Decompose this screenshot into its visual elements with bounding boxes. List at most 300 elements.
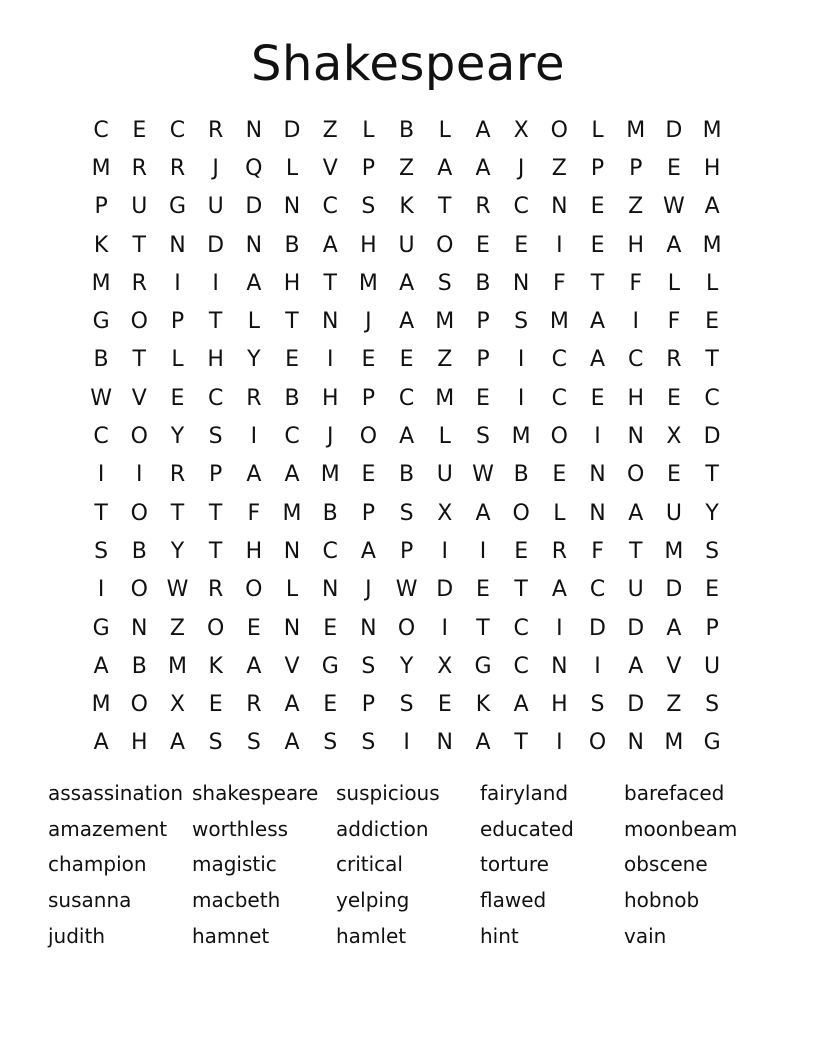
grid-letter: I bbox=[97, 462, 105, 488]
grid-letter: L bbox=[553, 500, 566, 526]
grid-letter: A bbox=[399, 424, 415, 450]
grid-letter: A bbox=[628, 500, 644, 526]
grid-letter: Z bbox=[666, 692, 682, 718]
grid-letter: N bbox=[512, 270, 530, 296]
grid-letter: G bbox=[92, 309, 110, 335]
grid-letter: C bbox=[93, 424, 109, 450]
grid-letter: X bbox=[169, 692, 185, 718]
grid-letter: I bbox=[517, 347, 525, 373]
grid-letter: R bbox=[169, 462, 186, 488]
grid-letter: L bbox=[247, 309, 260, 335]
grid-letter: C bbox=[551, 385, 568, 411]
grid-letter: H bbox=[321, 385, 339, 411]
grid-letter: B bbox=[284, 232, 300, 258]
grid-letter: O bbox=[627, 462, 645, 488]
grid-letter: P bbox=[361, 692, 376, 718]
grid-letter: T bbox=[132, 232, 146, 258]
word-list-item: vain bbox=[624, 923, 667, 948]
grid-letter: C bbox=[93, 117, 109, 143]
grid-letter: U bbox=[436, 462, 453, 488]
grid-letter: Z bbox=[628, 194, 644, 220]
grid-letter: D bbox=[283, 117, 301, 143]
grid-letter: M bbox=[435, 385, 455, 411]
grid-letter: A bbox=[246, 462, 262, 488]
grid-letter: A bbox=[666, 232, 682, 258]
grid-letter: M bbox=[664, 730, 684, 756]
grid-letter: N bbox=[589, 462, 606, 488]
grid-letter: C bbox=[398, 385, 415, 411]
grid-letter: G bbox=[168, 194, 186, 220]
grid-letter: R bbox=[666, 347, 682, 373]
grid-letter: P bbox=[361, 385, 376, 411]
grid-letter: D bbox=[245, 194, 263, 220]
grid-letter: S bbox=[361, 194, 376, 220]
grid-letter: N bbox=[321, 309, 339, 335]
grid-letter: E bbox=[552, 462, 567, 488]
grid-letter: B bbox=[284, 385, 300, 411]
grid-letter: B bbox=[399, 117, 415, 143]
word-list-item: assassination bbox=[48, 781, 183, 805]
grid-letter: C bbox=[207, 385, 224, 411]
grid-letter: M bbox=[91, 270, 111, 296]
grid-letter: O bbox=[550, 424, 568, 450]
grid-letter: M bbox=[91, 155, 111, 181]
grid-letter: B bbox=[131, 538, 147, 564]
grid-letter: H bbox=[245, 538, 263, 564]
grid-letter: X bbox=[666, 424, 682, 450]
grid-letter: D bbox=[589, 615, 606, 641]
grid-letter: H bbox=[360, 232, 377, 258]
word-list-item: educated bbox=[480, 816, 574, 841]
grid-letter: J bbox=[365, 309, 372, 335]
grid-letter: A bbox=[475, 730, 491, 756]
grid-letter: S bbox=[399, 692, 414, 718]
grid-letter: L bbox=[667, 270, 681, 296]
grid-letter: K bbox=[208, 653, 223, 679]
grid-letter: S bbox=[705, 538, 720, 564]
grid-letter: E bbox=[399, 347, 414, 373]
word-list-item: hamlet bbox=[336, 923, 407, 948]
grid-letter: G bbox=[92, 615, 110, 641]
grid-letter: A bbox=[246, 270, 262, 296]
grid-letter: C bbox=[704, 385, 720, 411]
grid-letter: O bbox=[588, 730, 607, 756]
grid-letter: N bbox=[245, 117, 263, 143]
grid-letter: E bbox=[361, 462, 376, 488]
grid-letter: M bbox=[702, 117, 722, 143]
grid-letter: B bbox=[131, 653, 147, 679]
grid-letter: T bbox=[476, 615, 490, 641]
grid-letter: S bbox=[399, 500, 414, 526]
grid-letter: E bbox=[323, 692, 338, 718]
grid-letter: C bbox=[513, 615, 529, 641]
grid-letter: O bbox=[130, 309, 148, 335]
grid-letter: C bbox=[551, 347, 568, 373]
grid-letter: H bbox=[283, 270, 301, 296]
grid-letter: N bbox=[283, 538, 301, 564]
grid-letter: I bbox=[517, 385, 525, 411]
word-list-item: yelping bbox=[336, 888, 410, 913]
word-list-item: hint bbox=[480, 923, 519, 948]
grid-letter: W bbox=[166, 577, 189, 603]
grid-letter: N bbox=[551, 194, 568, 220]
grid-letter: M bbox=[549, 309, 569, 335]
grid-letter: T bbox=[705, 462, 719, 488]
word-list bbox=[48, 776, 768, 954]
grid-letter: L bbox=[171, 347, 184, 373]
grid-letter: A bbox=[513, 692, 529, 718]
grid-letter: A bbox=[284, 692, 300, 718]
grid-letter: G bbox=[703, 730, 721, 756]
grid-letter: S bbox=[437, 270, 452, 296]
grid-letter: H bbox=[131, 730, 148, 756]
grid-letter: T bbox=[514, 577, 528, 603]
grid-letter: Y bbox=[399, 653, 414, 679]
grid-letter: P bbox=[399, 538, 414, 564]
grid-letter: N bbox=[169, 232, 186, 258]
grid-letter: R bbox=[551, 538, 567, 564]
grid-letter: M bbox=[435, 309, 455, 335]
grid-letter: C bbox=[322, 194, 338, 220]
grid-letter: E bbox=[132, 117, 147, 143]
grid-letter: I bbox=[479, 538, 487, 564]
grid-letter: I bbox=[403, 730, 410, 756]
grid-letter: P bbox=[361, 500, 376, 526]
grid-letter: N bbox=[131, 615, 148, 641]
grid-letter: S bbox=[361, 653, 376, 679]
grid-letter: I bbox=[250, 424, 258, 450]
word-list-item: torture bbox=[480, 852, 549, 877]
grid-letter: E bbox=[285, 347, 299, 373]
grid-letter: C bbox=[513, 194, 529, 220]
grid-letter: N bbox=[589, 500, 606, 526]
grid-letter: A bbox=[93, 730, 109, 756]
grid-letter: I bbox=[556, 615, 563, 641]
grid-letter: T bbox=[514, 730, 528, 756]
grid-letter: T bbox=[705, 347, 719, 373]
grid-letter: M bbox=[664, 538, 684, 564]
grid-letter: J bbox=[326, 424, 334, 450]
grid-letter: T bbox=[208, 309, 223, 335]
grid-letter: Q bbox=[245, 155, 263, 181]
grid-letter: Z bbox=[551, 155, 567, 181]
word-list-item: susanna bbox=[48, 888, 132, 913]
grid-letter: M bbox=[91, 692, 111, 718]
grid-letter: A bbox=[551, 577, 567, 603]
word-list-item: flawed bbox=[480, 888, 547, 913]
grid-letter: K bbox=[399, 194, 414, 220]
grid-letter: E bbox=[590, 232, 605, 258]
word-list-item: suspicious bbox=[336, 781, 440, 805]
grid-letter: N bbox=[627, 730, 644, 756]
grid-letter: I bbox=[136, 462, 143, 488]
grid-letter: A bbox=[169, 730, 185, 756]
grid-letter: A bbox=[704, 194, 720, 220]
grid-letter: E bbox=[323, 615, 338, 641]
grid-letter: I bbox=[556, 730, 563, 756]
grid-letter: T bbox=[590, 270, 605, 296]
word-list-item: barefaced bbox=[624, 781, 725, 805]
grid-letter: E bbox=[170, 385, 185, 411]
grid-letter: T bbox=[208, 500, 223, 526]
grid-letter: A bbox=[590, 347, 606, 373]
grid-letter: N bbox=[245, 232, 263, 258]
page-title: Shakespeare bbox=[250, 36, 566, 92]
grid-letter: T bbox=[94, 500, 108, 526]
word-list-item: obscene bbox=[624, 852, 708, 877]
grid-letter: G bbox=[321, 653, 339, 679]
grid-letter: R bbox=[246, 385, 262, 411]
grid-letter: O bbox=[359, 424, 378, 450]
grid-letter: L bbox=[285, 577, 299, 603]
grid-letter: F bbox=[247, 500, 261, 526]
grid-letter: A bbox=[284, 462, 300, 488]
grid-letter: L bbox=[285, 155, 299, 181]
grid-letter: R bbox=[169, 155, 186, 181]
word-list-item: moonbeam bbox=[624, 816, 738, 841]
grid-letter: R bbox=[208, 577, 224, 603]
grid-letter: T bbox=[170, 500, 185, 526]
grid-letter: A bbox=[628, 653, 644, 679]
grid-letter: N bbox=[283, 615, 301, 641]
grid-letter: E bbox=[666, 462, 681, 488]
grid-letter: E bbox=[361, 347, 376, 373]
grid-letter: M bbox=[702, 232, 722, 258]
grid-letter: P bbox=[170, 309, 185, 335]
grid-letter: E bbox=[666, 385, 681, 411]
grid-letter: Z bbox=[322, 117, 338, 143]
grid-letter: U bbox=[398, 232, 415, 258]
grid-letter: U bbox=[207, 194, 224, 220]
grid-letter: T bbox=[285, 309, 299, 335]
grid-letter: T bbox=[323, 270, 337, 296]
word-list-item: hamnet bbox=[192, 923, 270, 948]
grid-letter: V bbox=[322, 155, 338, 181]
grid-letter: X bbox=[437, 653, 453, 679]
grid-letter: O bbox=[512, 500, 530, 526]
grid-letter: H bbox=[703, 155, 721, 181]
grid-letter: C bbox=[284, 424, 300, 450]
grid-letter: J bbox=[212, 155, 219, 181]
grid-letter: M bbox=[167, 653, 187, 679]
grid-letter: C bbox=[628, 347, 644, 373]
grid-letter: D bbox=[665, 577, 683, 603]
grid-letter: O bbox=[130, 500, 148, 526]
grid-letter: K bbox=[93, 232, 109, 258]
grid-letter: P bbox=[361, 155, 376, 181]
grid-letter: P bbox=[476, 309, 490, 335]
grid-letter: S bbox=[475, 424, 490, 450]
grid-letter: N bbox=[321, 577, 339, 603]
grid-letter: A bbox=[93, 653, 109, 679]
grid-letter: Y bbox=[170, 424, 185, 450]
grid-letter: E bbox=[476, 232, 490, 258]
grid-letter: U bbox=[665, 500, 682, 526]
grid-letter: R bbox=[475, 194, 491, 220]
grid-letter: A bbox=[399, 270, 415, 296]
grid-letter: B bbox=[399, 462, 415, 488]
grid-letter: C bbox=[169, 117, 186, 143]
grid-letter: E bbox=[514, 232, 529, 258]
grid-letter: M bbox=[358, 270, 378, 296]
grid-letter: S bbox=[208, 424, 223, 450]
grid-letter: L bbox=[591, 117, 604, 143]
word-list-item: shakespeare bbox=[192, 781, 319, 805]
grid-letter: V bbox=[666, 653, 682, 679]
grid-letter: O bbox=[550, 117, 568, 143]
grid-letter: A bbox=[284, 730, 300, 756]
grid-letter: N bbox=[283, 194, 301, 220]
grid-letter: B bbox=[93, 347, 109, 373]
grid-letter: N bbox=[436, 730, 454, 756]
grid-letter: S bbox=[94, 538, 109, 564]
grid-letter: Y bbox=[247, 347, 261, 373]
word-list-item: fairyland bbox=[480, 781, 569, 805]
grid-letter: F bbox=[629, 270, 643, 296]
grid-letter: E bbox=[246, 615, 261, 641]
grid-letter: D bbox=[627, 692, 645, 718]
grid-letter: M bbox=[626, 117, 646, 143]
grid-letter: P bbox=[94, 194, 108, 220]
grid-letter: I bbox=[594, 424, 601, 450]
grid-letter: I bbox=[441, 538, 449, 564]
grid-letter: S bbox=[590, 692, 605, 718]
grid-letter: C bbox=[513, 653, 529, 679]
grid-letter: A bbox=[475, 500, 491, 526]
grid-letter: Y bbox=[705, 500, 719, 526]
grid-letter: S bbox=[705, 692, 720, 718]
grid-letter: V bbox=[284, 653, 300, 679]
grid-letter: V bbox=[131, 385, 147, 411]
grid-letter: A bbox=[322, 232, 338, 258]
grid-letter: S bbox=[246, 730, 261, 756]
grid-letter: O bbox=[397, 615, 416, 641]
grid-letter: E bbox=[437, 692, 452, 718]
grid-letter: S bbox=[514, 309, 529, 335]
grid-letter: Z bbox=[399, 155, 415, 181]
grid-letter: M bbox=[511, 424, 531, 450]
grid-letter: I bbox=[97, 577, 105, 603]
grid-letter: R bbox=[131, 155, 147, 181]
grid-letter: W bbox=[90, 385, 112, 411]
grid-letter: T bbox=[132, 347, 146, 373]
grid-letter: E bbox=[590, 385, 605, 411]
grid-letter: P bbox=[476, 347, 490, 373]
grid-letter: I bbox=[174, 270, 181, 296]
grid-letter: A bbox=[590, 309, 606, 335]
grid-letter: O bbox=[130, 692, 148, 718]
grid-letter: F bbox=[553, 270, 566, 296]
word-list-item: addiction bbox=[336, 816, 429, 841]
grid-letter: B bbox=[475, 270, 491, 296]
grid-letter: S bbox=[361, 730, 376, 756]
grid-letter: R bbox=[208, 117, 224, 143]
grid-letter: N bbox=[360, 615, 377, 641]
grid-letter: R bbox=[246, 692, 262, 718]
grid-letter: A bbox=[475, 155, 491, 181]
grid-letter: E bbox=[666, 155, 681, 181]
grid-letter: E bbox=[208, 692, 223, 718]
grid-letter: W bbox=[663, 194, 685, 220]
word-list-item: macbeth bbox=[192, 888, 281, 913]
grid-letter: A bbox=[360, 538, 376, 564]
grid-letter: J bbox=[517, 155, 525, 181]
grid-letter: K bbox=[475, 692, 491, 718]
grid-letter: J bbox=[365, 577, 372, 603]
grid-letter: E bbox=[705, 577, 720, 603]
word-list-item: magistic bbox=[192, 852, 277, 877]
grid-letter: C bbox=[322, 538, 338, 564]
grid-letter: C bbox=[589, 577, 606, 603]
grid-letter: A bbox=[666, 615, 682, 641]
grid-letter: L bbox=[438, 117, 451, 143]
grid-letter: T bbox=[208, 538, 223, 564]
grid-letter: N bbox=[627, 424, 644, 450]
grid-letter: L bbox=[438, 424, 451, 450]
grid-letter: E bbox=[705, 309, 720, 335]
grid-letter: M bbox=[320, 462, 340, 488]
word-search-grid bbox=[82, 111, 732, 763]
grid-letter: O bbox=[245, 577, 263, 603]
grid-letter: H bbox=[627, 232, 644, 258]
grid-letter: D bbox=[207, 232, 225, 258]
word-list-item: judith bbox=[48, 923, 106, 948]
grid-letter: E bbox=[590, 194, 605, 220]
grid-letter: P bbox=[705, 615, 719, 641]
grid-letter: F bbox=[667, 309, 681, 335]
grid-letter: A bbox=[246, 653, 262, 679]
grid-letter: B bbox=[513, 462, 529, 488]
grid-letter: A bbox=[437, 155, 453, 181]
word-list-item: champion bbox=[48, 852, 147, 877]
grid-letter: W bbox=[395, 577, 418, 603]
grid-letter: D bbox=[703, 424, 721, 450]
grid-letter: D bbox=[665, 117, 683, 143]
grid-letter: Y bbox=[170, 538, 185, 564]
grid-letter: P bbox=[590, 155, 605, 181]
grid-letter: H bbox=[207, 347, 224, 373]
grid-letter: H bbox=[551, 692, 568, 718]
grid-letter: N bbox=[551, 653, 568, 679]
grid-letter: L bbox=[705, 270, 719, 296]
grid-letter: X bbox=[513, 117, 529, 143]
grid-letter: U bbox=[627, 577, 644, 603]
grid-letter: P bbox=[209, 462, 223, 488]
grid-letter: H bbox=[627, 385, 644, 411]
grid-letter: O bbox=[206, 615, 225, 641]
grid-letter: T bbox=[628, 538, 643, 564]
grid-letter: X bbox=[437, 500, 453, 526]
grid-letter: I bbox=[632, 309, 639, 335]
grid-letter: D bbox=[436, 577, 454, 603]
grid-letter: B bbox=[322, 500, 338, 526]
grid-letter: A bbox=[475, 117, 491, 143]
grid-letter: W bbox=[472, 462, 494, 488]
grid-letter: G bbox=[474, 653, 492, 679]
grid-letter: R bbox=[131, 270, 147, 296]
grid-letter: S bbox=[208, 730, 223, 756]
grid-letter: I bbox=[556, 232, 563, 258]
grid-letter: D bbox=[627, 615, 645, 641]
grid-letter: S bbox=[323, 730, 338, 756]
grid-letter: O bbox=[130, 577, 148, 603]
grid-letter: T bbox=[438, 194, 452, 220]
grid-letter: O bbox=[436, 232, 454, 258]
word-list-item: hobnob bbox=[624, 888, 700, 913]
grid-letter: A bbox=[399, 309, 415, 335]
grid-letter: I bbox=[594, 653, 601, 679]
grid-letter: L bbox=[362, 117, 375, 143]
